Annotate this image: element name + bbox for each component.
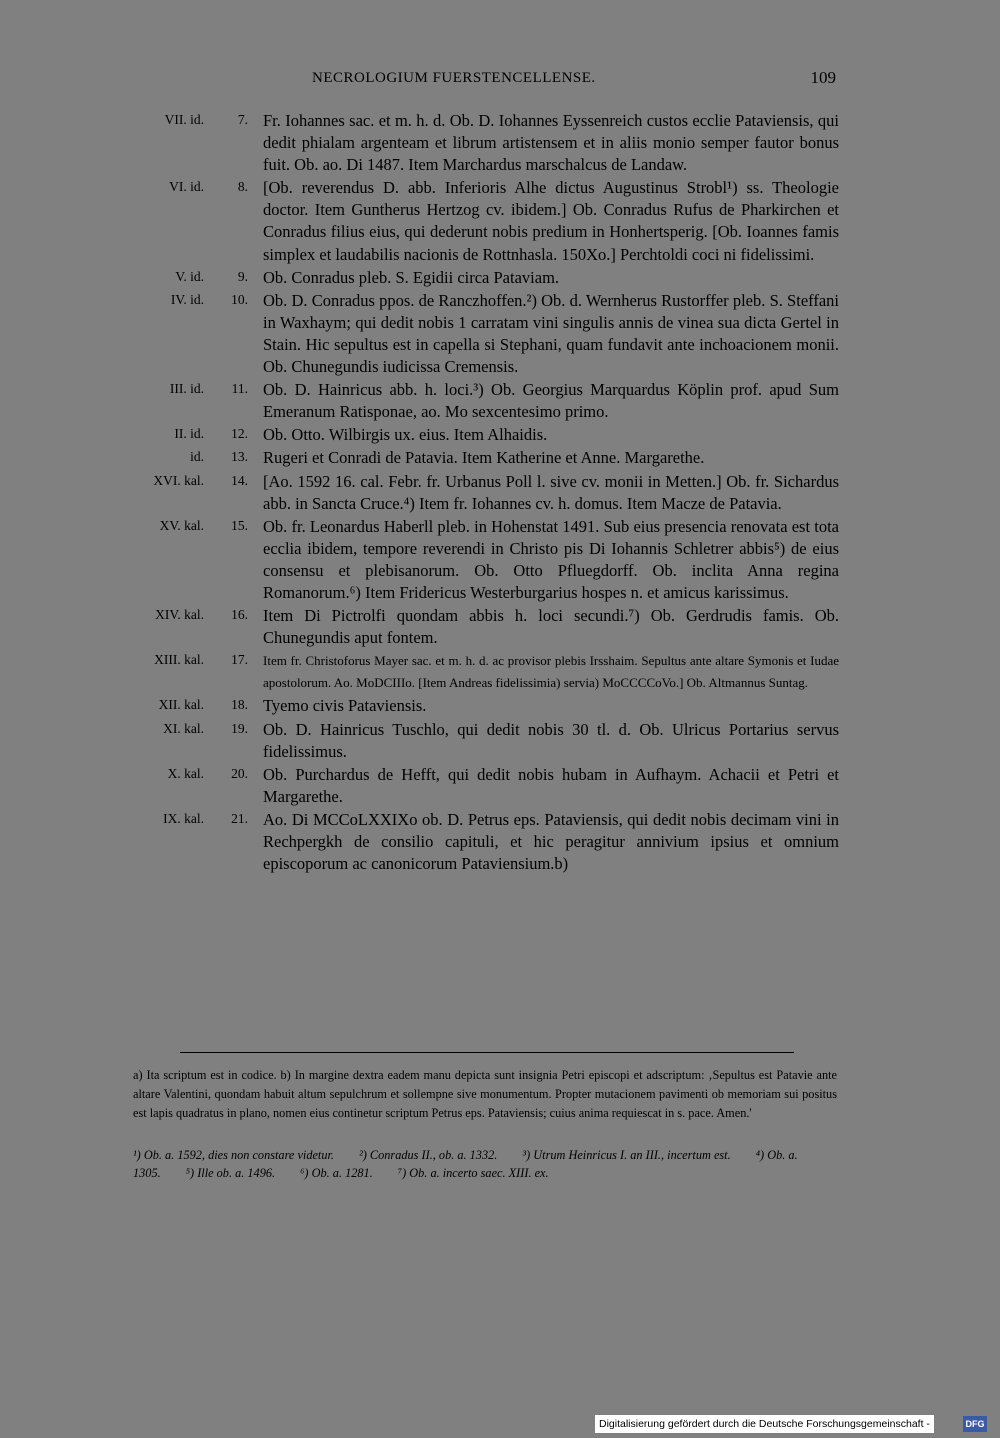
entry-date: III. id. [169,381,204,397]
page-number: 109 [810,68,836,87]
entry-day: 15. [231,517,248,533]
entry-day: 18. [231,697,248,713]
entry-day: 14. [231,472,248,488]
entry-date: XIV. kal. [155,607,204,623]
entry-text: Ao. Di MCCoLXXIXo ob. D. Petrus eps. Pataviensis, qui dedit nobis decimam vini in Rechpergkh de consilio capituli, et hic peragitur annivium ipsius et omnium episcoporum ac canonicorum Pataviensium.b) [263,809,839,874]
entry-text: Ob. D. Hainricus abb. h. loci.³) Ob. Georgius Marquardus Köplin prof. apud Sum Emeranum Ratisponae, ao. Mo sexcentesimo primo. [263,380,839,422]
footnote: ⁴) Ob. a. 1305. [133,1148,798,1180]
entry-day: 12. [231,426,248,442]
entry-row [0,695,1000,717]
footnote-divider [180,1052,794,1053]
entry-date: XII. kal. [158,697,204,713]
entry-date: IV. id. [170,291,204,307]
entry-text: Ob. D. Conradus ppos. de Ranczhoffen.²) Ob. d. Wernherus Rustorffer pleb. S. Steffani in Waxhaym; qui dedit nobis 1 carratam vini singulis annis de vinea sua dicta Gertel in Stain. Hic sepultus est in capella si Stephani, quam fundavit ante inchoacionem monii. Ob. Chunegundis iudicissa Cremensis. [263,290,839,377]
entry-text: Ob. Conradus pleb. S. Egidii circa Pataviam. [263,267,560,287]
entry-text: Item fr. Christoforus Mayer sac. et m. h. d. ac provisor plebis Irsshaim. Sepultus ante altare Symonis et Iudae apostolorum. Ao. MoDCIIIo. [Item Andreas fidelissimia) servia) MoCCCCoVo.] Ob. Altmannus Suntag. [263,653,839,691]
entry-text: Tyemo civis Pataviensis. [263,696,427,716]
entry-date: id. [190,449,204,465]
funding-footer [595,1415,995,1437]
entry-text: Ob. Purchardus de Hefft, qui dedit nobis hubam in Aufhaym. Achacii et Petri et Margarethe. [263,764,839,806]
entry-row [0,379,1000,423]
entry-row [0,719,1000,763]
footnote: ¹) Ob. a. 1592, dies non constare videtur. [133,1148,334,1162]
entry-row [0,177,1000,265]
entry-date: XV. kal. [159,517,204,533]
entry-row [0,809,1000,875]
page-header [260,70,840,94]
footnote: ⁵) Ille ob. a. 1496. [185,1166,276,1180]
entry-day: 19. [231,720,248,736]
footnote: ³) Utrum Heinricus I. an III., incertum est. [522,1148,731,1162]
entry-day: 10. [231,291,248,307]
dfg-logo-icon: DFG [963,1416,987,1432]
entry-text: Ob. Otto. Wilbirgis ux. eius. Item Alhaidis. [263,425,548,445]
footnote: ²) Conradus II., ob. a. 1332. [359,1148,498,1162]
entry-text: [Ao. 1592 16. cal. Febr. fr. Urbanus Poll l. sive cv. monii in Metten.] Ob. fr. Sichardus abb. in Sancta Cruce.⁴) Item fr. Iohannes cv. h. domus. Item Macze de Patavia. [263,471,839,513]
funding-note: Digitalisierung gefördert durch die Deutsche Forschungsgemeinschaft - [595,1415,934,1433]
entry-day: 21. [231,810,248,826]
entry-date: V. id. [175,268,204,284]
entry-day: 7. [237,112,248,127]
entry-day: 20. [231,765,248,781]
entry-day: 16. [231,607,248,623]
entry-day: 17. [231,652,248,668]
numbered-footnotes [133,1146,837,1182]
entry-date: XI. kal. [163,720,204,736]
entry-row [0,764,1000,808]
entry-row [0,447,1000,469]
entry-day: 13. [231,449,248,465]
entry-row [0,267,1000,289]
entry-text: Rugeri et Conradi de Patavia. Item Katherine et Anne. Margarethe. [263,448,705,468]
footnote: ⁶) Ob. a. 1281. [300,1166,373,1180]
entry-text: Ob. D. Hainricus Tuschlo, qui dedit nobis 30 tl. d. Ob. Ulricus Portarius servus fidelissimus. [263,719,839,761]
running-title: NECROLOGIUM FUERSTENCELLENSE. [312,70,596,86]
letter-footnotes: a) Ita scriptum est in codice. b) In margine dextra eadem manu depicta sunt insignia Petri episcopi et adscriptum: ‚Sepultus est Patavie ante altare Valentini, quondam habuit altum sepulchrum et sollempne sive monumentum. Propter mutacionem pavimenti ob memoriam sui positus est lapis quadratus in plano, nomen eius continetur scriptum Petrus eps. Pataviensis; cuius anima requiescat in s. pace. Amen.' [133,1068,837,1120]
entry-text: Item Di Pictrolfi quondam abbis h. loci secundi.⁷) Ob. Gerdrudis famis. Ob. Chunegundis aput fontem. [263,606,839,648]
entry-row [0,516,1000,604]
entry-day: 11. [231,381,248,397]
entry-date: XVI. kal. [153,472,204,488]
entry-row [0,605,1000,649]
entry-date: XIII. kal. [154,652,204,668]
entry-date: II. id. [174,426,204,442]
entry-row [0,290,1000,378]
footnote: ⁷) Ob. a. incerto saec. XIII. ex. [397,1166,549,1180]
entry-text: Ob. fr. Leonardus Haberll pleb. in Hohenstat 1491. Sub eius presencia renovata est tota ecclia ibidem, tempore reverendi in Christo pis Di Iohannis Schletrer abbis⁵) de eius consensu et plebisanorum. Ob. Otto Pfluegdorff. Ob. inclita Anna regina Romanorum.⁶) Item Fridericus Westerburgarius hospes n. et amicus karissimus. [263,516,839,602]
entry-text: Fr. Iohannes sac. et m. h. d. Ob. D. Iohannes Eyssenreich custos ecclie Pataviensis, qui dedit phialam argenteam et librum artistensem et in aliis monio semper fautor bonus fuit. Ob. ao. Di 1487. Item Marchardus marschalcus de Landaw. [263,111,839,175]
entry-row [0,471,1000,515]
entry-day: 9. [237,268,248,284]
entry-row [0,110,1000,176]
necrology-entries [0,110,1000,876]
entry-row [0,650,1000,694]
entry-text: [Ob. reverendus D. abb. Inferioris Alhe dictus Augustinus Strobl¹) ss. Theologie doctor. Item Guntherus Hertzog cv. ibidem.] Ob. Conradus Rufus de Pharkirchen et Conradus filius eius, qui dederunt nobis predium in Honhertsperig. [Ob. Ioannes famis simplex et laudabilis nacionis de Rottnhasla. 150Xo.] Perchtoldi coci ni fidelissimi. [263,178,839,264]
entry-date: VI. id. [169,179,204,195]
entry-day: 8. [237,179,248,195]
entry-date: IX. kal. [163,810,204,826]
entry-date: VII. id. [164,112,204,127]
entry-row [0,424,1000,446]
entry-date: X. kal. [167,765,204,781]
